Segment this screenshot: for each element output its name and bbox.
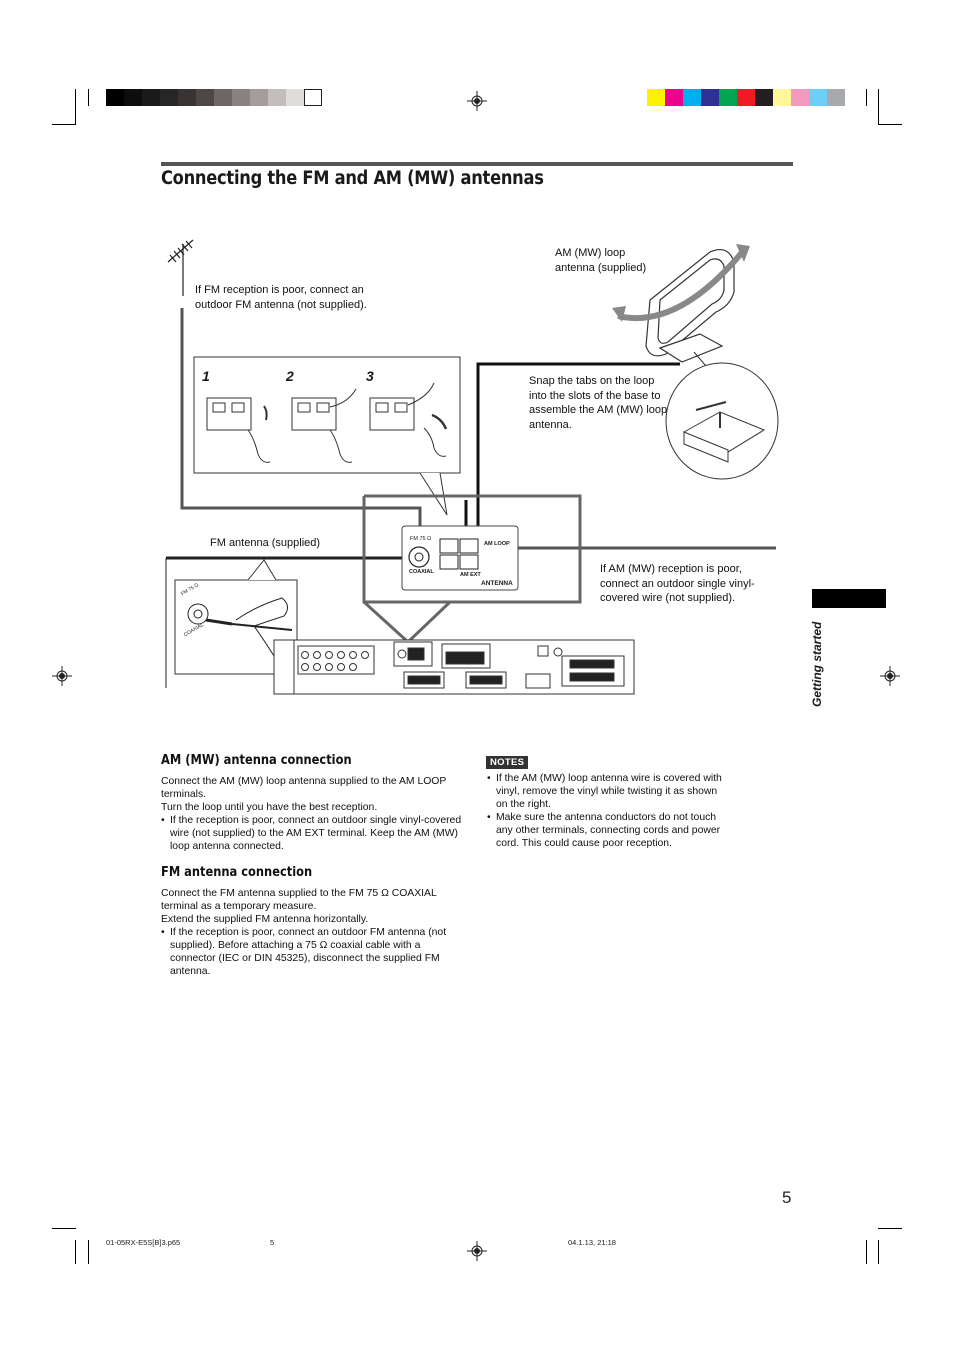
section-side-label: Getting started — [810, 621, 824, 707]
step-2-number: 2 — [286, 368, 294, 384]
footer-date: 04.1.13, 21:18 — [568, 1238, 616, 1247]
connector-coaxial-label: COAXIAL — [183, 622, 205, 639]
rear-panel — [274, 640, 634, 694]
page-title: Connecting the FM and AM (MW) antennas — [161, 168, 544, 189]
outdoor-fm-antenna-icon — [168, 240, 193, 296]
fm-supplied-caption: FM antenna (supplied) — [210, 537, 321, 549]
coaxial-label: COAXIAL — [409, 569, 434, 575]
footer-page: 5 — [270, 1238, 275, 1247]
notes-bullet-2: • Make sure the antenna conductors do not touch any other terminals, connecting cords and power cord. This could cause poor reception. — [487, 811, 727, 850]
am-section-heading: AM (MW) antenna connection — [161, 753, 352, 768]
fm-section-heading: FM antenna connection — [161, 865, 313, 880]
am-loop-antenna-icon — [646, 250, 734, 362]
antenna-label: ANTENNA — [481, 580, 513, 587]
am-section-p1: Connect the AM (MW) loop antenna supplied to the AM LOOP terminals. — [161, 776, 447, 800]
fm-section — [161, 866, 461, 978]
notes-section — [487, 772, 727, 850]
page-number: 5 — [782, 1188, 792, 1207]
snap-caption: Snap the tabs on the loop into the slots of the base to assemble the AM (MW) loop antenna. — [529, 375, 668, 431]
am-ext-label: AM EXT — [460, 572, 481, 578]
fm-section-bullet: • If the reception is poor, connect an outdoor FM antenna (not supplied). Before attaching a 75 Ω coaxial cable with a connector (IEC or DIN 45325), disconnect the supplied FM antenna. — [161, 926, 461, 978]
fm75-label: FM 75 Ω — [410, 536, 432, 542]
am-loop-label: AM LOOP — [484, 541, 510, 547]
connector-fm75-label: FM 75 Ω — [180, 582, 200, 598]
am-loop-caption: AM (MW) loop antenna (supplied) — [555, 247, 647, 274]
notes-bullet-1: • If the AM (MW) loop antenna wire is covered with vinyl, remove the vinyl while twisting it as shown on the right. — [487, 772, 727, 811]
am-outdoor-caption: If AM (MW) reception is poor, connect an outdoor single vinyl-covered wire (not supplied). — [600, 563, 755, 604]
fm-section-p2: Extend the supplied FM antenna horizontally. — [161, 914, 369, 925]
notes-badge: NOTES — [486, 756, 528, 769]
section-tab — [812, 589, 886, 608]
am-section-bullet: • If the reception is poor, connect an outdoor single vinyl-covered wire (not supplied) to the AM EXT terminal. Keep the AM (MW) loop antenna connected. — [161, 814, 467, 853]
am-section — [161, 754, 467, 853]
am-section-p2: Turn the loop until you have the best reception. — [161, 802, 378, 813]
step-1-number: 1 — [202, 368, 210, 384]
footer-file: 01-05RX-E5S[B]3.p65 — [106, 1238, 181, 1247]
step-3-number: 3 — [366, 368, 374, 384]
fm-section-p1: Connect the FM antenna supplied to the FM 75 Ω COAXIAL terminal as a temporary measure. — [161, 888, 437, 912]
fm-outdoor-caption: If FM reception is poor, connect an outdoor FM antenna (not supplied). — [195, 284, 367, 311]
